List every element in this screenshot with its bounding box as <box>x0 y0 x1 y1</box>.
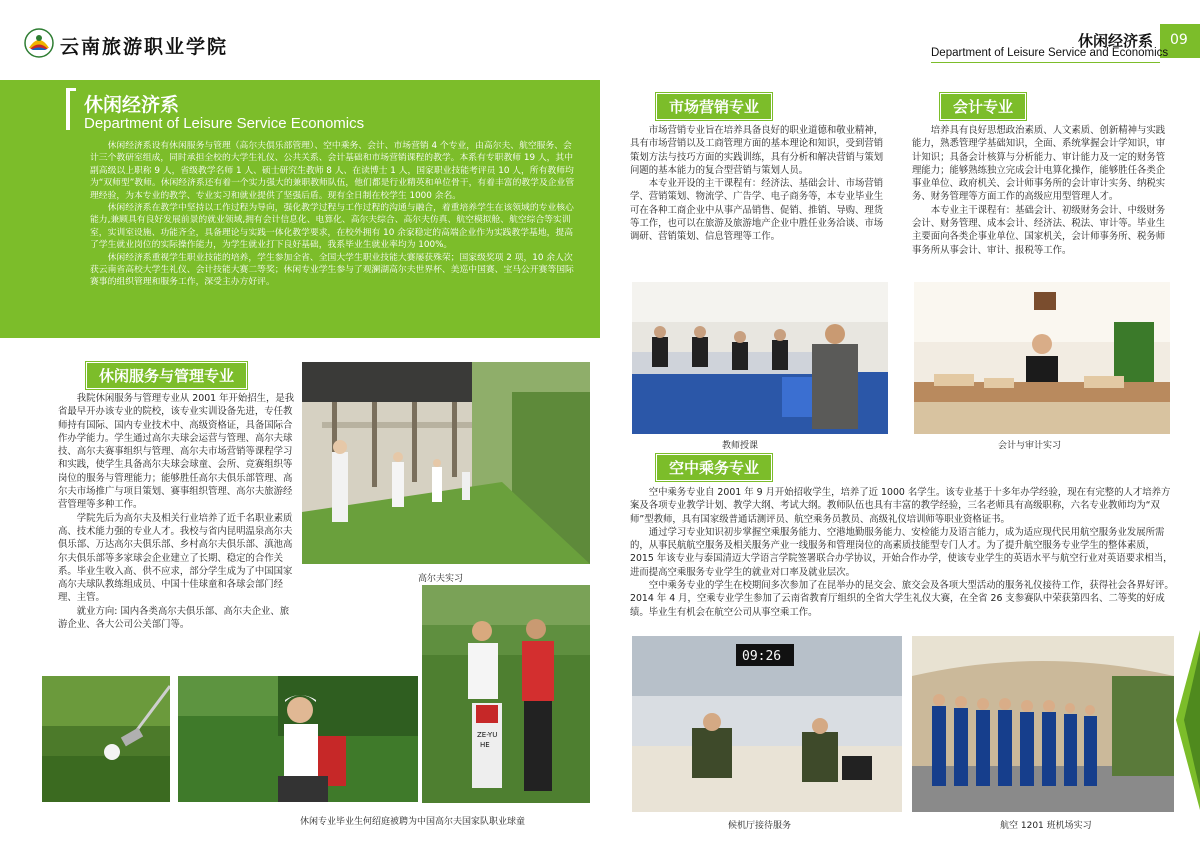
page-edge-chevron <box>1176 630 1200 810</box>
marketing-body <box>630 124 888 244</box>
golf-practice-caption: 高尔夫实习 <box>418 574 464 584</box>
teacher-caption: 教师授课 <box>722 441 759 451</box>
school-logo <box>24 28 54 58</box>
accounting-paragraph: 培养具有良好思想政治素质、人文素质、创新精神与实践能力，熟悉管理学基础知识，全面、系统掌握会计学知识，审计知识；具备会计核算与分析能力、审计能力及一定的财务管理能力；能够熟练独立完成会计电算化操作，能够胜任各类企事业单位、政府机关、会计师事务所的会计审计实务、纳税实务、财务管理等方面工作的高级应用型管理人才。 <box>912 125 1166 203</box>
accounting-body <box>912 124 1170 257</box>
caddie-shirt-line2: HE <box>480 741 490 749</box>
golf-ball-photo <box>42 676 170 802</box>
marketing-title: 市场营销专业 <box>656 93 772 120</box>
aviation-paragraph: 通过学习专业知识初步掌握空乘服务能力、空港地勤服务能力、安检能力及语言能力，成为适应现代民用航空服务业发展所需的，从事民航航空服务及相关服务产业一线服务和管理岗位的高素质技能型专门人才。为了提升航空服务专业学生的整体素质，2015 年该专业与泰国清迈大学语言学院签署联合办学协议，开始合作办学，使该专业学生的英语水平与航空行业对英语要求相当，进而提高空乘服务专业学生的就业对口率及就业层次。 <box>630 526 1173 578</box>
accounting-caption: 会计与审计实习 <box>998 441 1062 451</box>
intro-paragraph: 休闲经济系重视学生职业技能的培养，学生参加全省、全国大学生职业技能大赛屡获殊荣；国家级奖项 2 项，10 余人次获云南省高校大学生礼仪、会计技能大赛二等奖；休闲专业学生参与了观澜湖高尔夫世界杯、美巡中国赛、宝马公开赛等国际赛事的组织管理和服务工作，深受主办方好评。 <box>90 252 574 288</box>
marketing-paragraph: 市场营销专业旨在培养具备良好的职业道德和敬业精神，具有市场营销以及工商管理方面的基本理论和知识，受到营销策划方法与技巧方面的实践训练，具有分析和解决营销与策划问题的基本能力的复合型营销与策划人员。 <box>630 125 884 176</box>
header-rule <box>931 62 1160 63</box>
golfer-caption: 休闲专业毕业生何绍庭被聘为中国高尔夫国家队职业球童 <box>300 817 526 827</box>
caddie-shirt-line1: ZE-YU <box>477 731 498 739</box>
header-dept-cn: 休闲经济系 <box>1078 32 1154 50</box>
title-bracket-top <box>66 88 76 91</box>
lounge-photo <box>632 636 902 812</box>
intro-title-cn: 休闲经济系 <box>84 94 180 116</box>
page-number: 09 <box>1170 32 1188 48</box>
header-dept-en: Department of Leisure Service and Economics <box>931 47 1169 59</box>
marketing-paragraph: 本专业开设的主干课程有：经济法、基础会计、市场营销学、营销策划、物流学、广告学、电子商务等，本专业毕业生可在各种工商企业中从事产品销售、促销、推销、导购、理货等工作，也可以在旅游及旅游地产企业中胜任业务洽谈、市场调研、营销策划、信息管理等工作。 <box>630 178 884 243</box>
intro-paragraph: 休闲经济系设有休闲服务与管理（高尔夫俱乐部管理）、空中乘务、会计、市场营销 4 个专业，由高尔夫、航空服务、会计三个教研室组成，同时承担全校的大学生礼仪、公共关系、会计基础和市场营销课程的教学。本系有专职教师 19 人，其中副高级以上职称 9 人，省级教学名师 1 人、硕士研究生教师 8 人、在读博士 1 人，国家职业技能考评员 10 人，所有教师均为“双师型”教师。休闲经济系还有着一个实力强大的兼职教师队伍，他们都是行业精英和单位骨干，有着丰富的教学及企业管理经验，为本专业的教学、专业实习和就业提供了坚强后盾。现有全日制在校学生 1000 余名。 <box>90 141 575 201</box>
aviation-paragraph: 空中乘务专业自 2001 年 9 月开始招收学生，培养了近 1000 名学生。该专业基于十多年办学经验，现在有完整的人才培养方案及各项专业教学计划、教学大纲、考试大纲。教师队伍也具有丰富的教学经验，三名老师具有高级职称，六名专业教师均为“双师”型教师，具有国家级普通话测评员、航空乘务员教员、高级礼仪培训师等职业资格证书。 <box>630 487 1171 525</box>
intro-paragraph: 休闲经济系在教学中坚持以工作过程为导向，强化教学过程与工作过程的沟通与融合，着重培养学生在该领域的专业核心能力,兼顾具有良好发展前景的就业领域,拥有会计信息化、电算化、高尔夫综合、高尔夫仿真、航空模拟舱、航空综合等实训室，实训室设施、功能齐全，具备理论与实践一体化教学要求，在校外拥有 10 余家稳定的高端企业作为实践教学基地，提高了学生就业岗位的实际操作能力，为学生就业打下良好基础，我系毕业生就业率均为 100%。 <box>90 203 574 251</box>
leisure-title: 休闲服务与管理专业 <box>86 362 247 389</box>
young-golfer-photo <box>178 676 418 802</box>
aviation-paragraph: 空中乘务专业的学生在校期间多次参加了在昆举办的昆交会、旅交会及各项大型活动的服务礼仪接待工作，获得社会各界好评。2014 年 4 月，空乘专业学生参加了云南省教育厅组织的全省大学生礼仪大赛，在全省 26 支参赛队中荣获第四名、二等奖的好成绩。毕业生有机会在航空公司从事空乘工作。 <box>630 580 1174 618</box>
caddie-photo <box>422 585 590 803</box>
leisure-body <box>58 392 298 631</box>
intro-panel <box>0 80 600 338</box>
intro-title-en: Department of Leisure Service Economics <box>84 115 365 132</box>
leisure-paragraph: 我院休闲服务与管理专业从 2001 年开始招生，是我省最早开办该专业的院校，该专业实训设备先进，专任教师持有国际、国内专业技术中、高级资格证，具备国际合作办学能力。学生通过高尔夫球会运营与管理、高尔夫球技、高尔夫赛事组织与管理、高尔夫市场营销等课程学习和实践，使学生具备高尔夫球会球童、会所、竞赛组织等岗位的服务与管理能力；能够胜任高尔夫俱乐部管理、高尔夫市场推广与项目策划、赛事组织管理、高尔夫旅游经营管理等多种工作。 <box>58 393 295 511</box>
clock-display: 09:26 <box>742 649 782 664</box>
accounting-title: 会计专业 <box>940 93 1026 120</box>
accounting-paragraph: 本专业主干课程有：基础会计、初级财务会计、中级财务会计、财务管理、成本会计、经济法、税法、审计等。毕业生主要面向各类企事业单位、国家机关，会计师事务所、税务师事务所从事会计、审计、报税等工作。 <box>912 204 1166 256</box>
teacher-photo <box>632 282 888 434</box>
aviation-title: 空中乘务专业 <box>656 454 772 481</box>
school-name: 云南旅游职业学院 <box>60 36 229 58</box>
golf-practice-photo <box>302 362 590 564</box>
flight-photo <box>912 636 1174 812</box>
lounge-caption: 候机厅接待服务 <box>728 821 792 831</box>
aviation-body <box>630 486 1175 619</box>
leisure-paragraph: 学院先后为高尔夫及相关行业培养了近千名职业素质高、技术能力强的专业人才。我校与省内昆明温泉高尔夫俱乐部、万达高尔夫俱乐部、乡村高尔夫俱乐部、滇池高尔夫俱乐部等多家球会企业建立了长期、稳定的合作关系。毕业生收入高、供不应求，部分学生成为了中国国家高尔夫球队教练组成员、中国十佳球童和各球会部门经理、主管。 <box>58 512 293 604</box>
flight-caption: 航空 1201 班机场实习 <box>1000 821 1092 831</box>
leisure-paragraph: 就业方向: 国内各类高尔夫俱乐部、高尔夫企业、旅游企业、各大公司公关部门等。 <box>58 605 290 631</box>
title-bracket <box>66 88 70 130</box>
intro-body <box>90 140 577 289</box>
accounting-photo <box>914 282 1170 434</box>
